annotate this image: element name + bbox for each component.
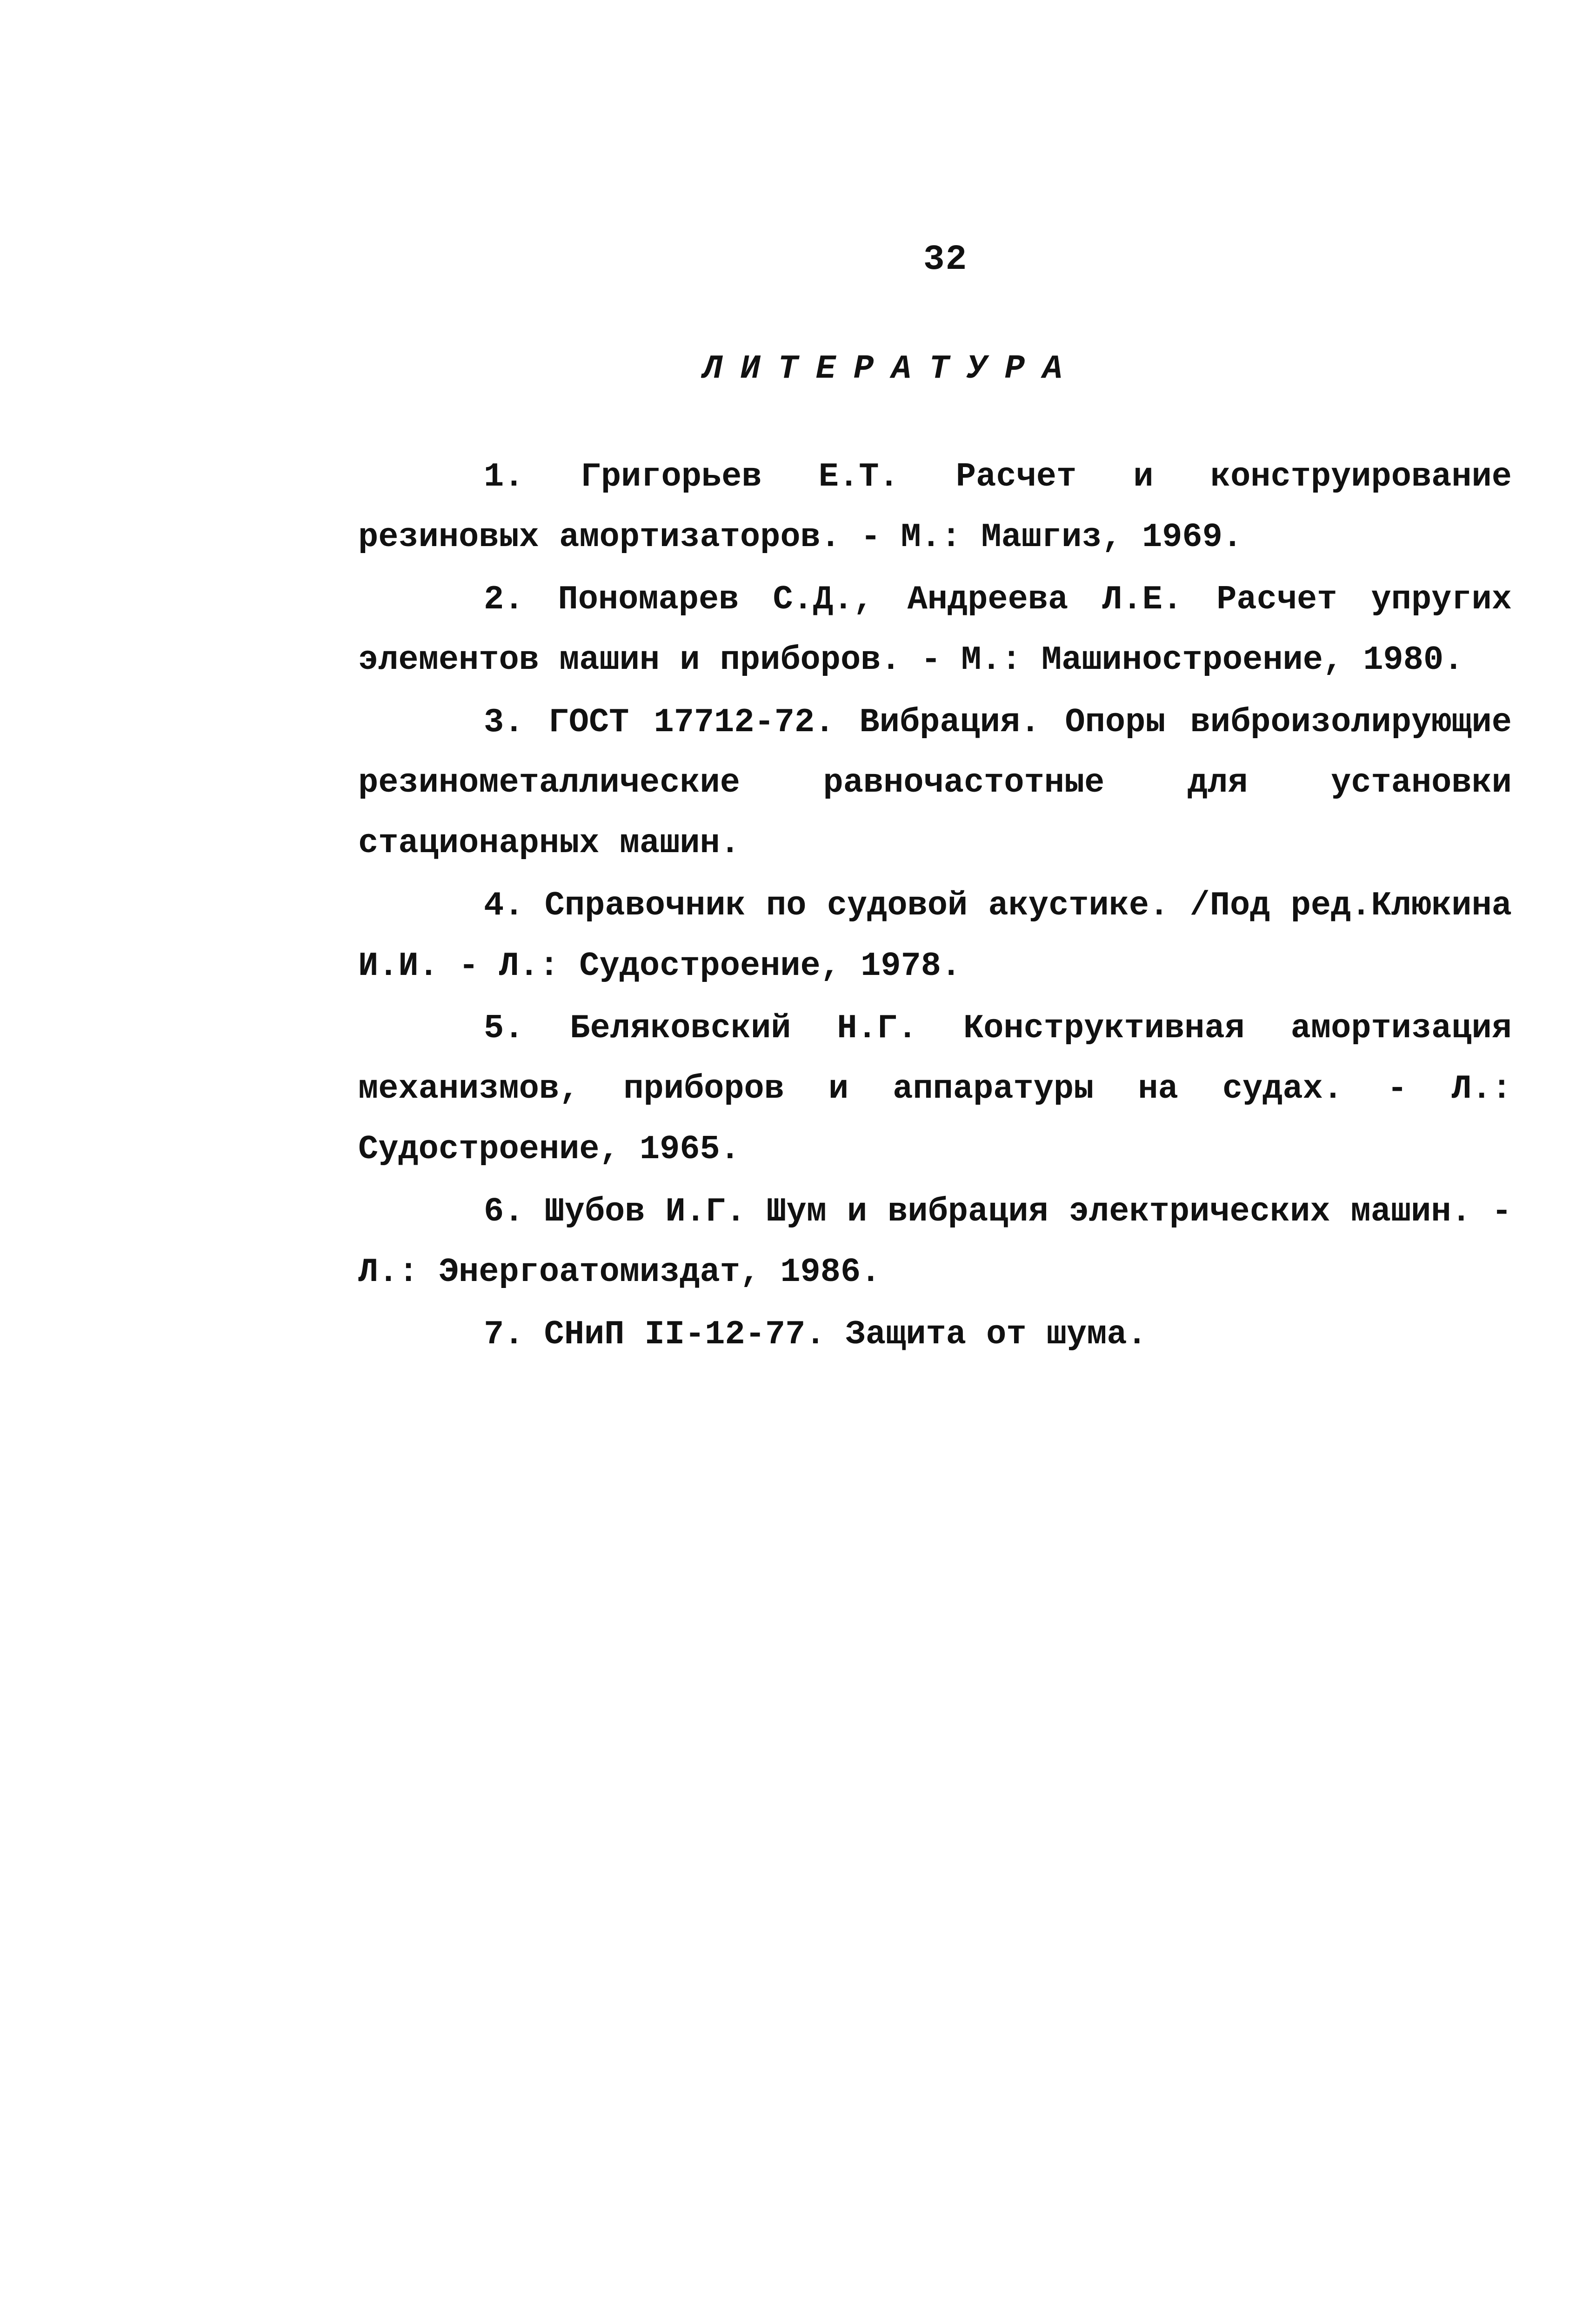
reference-item-7: 7. СНиП II-12-77. Защита от шума. (484, 1315, 1147, 1354)
reference-list (358, 447, 1512, 1367)
reference-item-5: 5. Беляковский Н.Г. Конструктивная амортизация механизмов, приборов и аппаратуры на судах. - Л.: Судостроение, 1965. (358, 1009, 1512, 1168)
reference-item-1: 1. Григорьев Е.Т. Расчет и конструирование резиновых амортизаторов. - М.: Машгиз, 1969. (358, 458, 1512, 556)
page-number: 32 (923, 240, 968, 280)
reference-item-3: 3. ГОСТ 17712-72. Вибрация. Опоры виброизолирующие резинометаллические равночастотные для установки стационарных машин. (358, 703, 1512, 862)
reference-item-2: 2. Пономарев С.Д., Андреева Л.Е. Расчет упругих элементов машин и приборов. - М.: Машиностроение, 1980. (358, 580, 1512, 679)
reference-item-4: 4. Справочник по судовой акустике. /Под ред.Клюкина И.И. - Л.: Судостроение, 1978. (358, 887, 1512, 985)
reference-item-6: 6. Шубов И.Г. Шум и вибрация электрических машин. - Л.: Энергоатомиздат, 1986. (358, 1193, 1512, 1291)
page-title: ЛИТЕРАТУРА (702, 350, 1081, 388)
